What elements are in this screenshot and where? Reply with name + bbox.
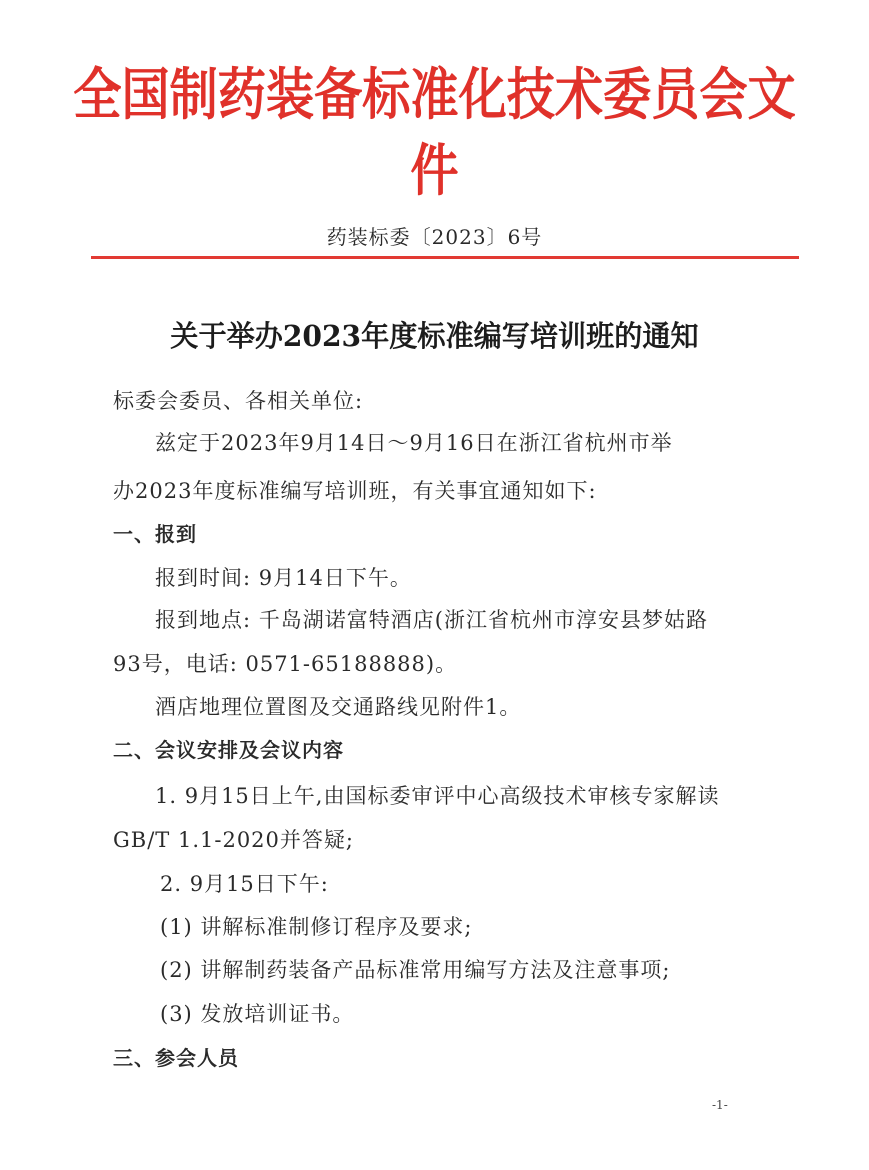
item-2-sub-1: (1) 讲解标准制修订程序及要求;: [160, 915, 473, 939]
section-1-heading: 一、报到: [113, 522, 197, 546]
section-3-heading: 三、参会人员: [113, 1046, 239, 1070]
checkin-time: 报到时间: 9月14日下午。: [155, 566, 412, 590]
item-1-line-1: 1. 9月15日上午,由国标委审评中心高级技术审核专家解读: [155, 784, 720, 808]
item-2-sub-2: (2) 讲解制药装备产品标准常用编写方法及注意事项;: [160, 958, 671, 982]
item-2: 2. 9月15日下午:: [160, 872, 329, 896]
intro-line-1: 兹定于2023年9月14日～9月16日在浙江省杭州市举: [155, 431, 673, 455]
checkin-place-line-1: 报到地点: 千岛湖诺富特酒店(浙江省杭州市淳安县梦姑路: [155, 608, 708, 632]
document-number: 药装标委〔2023〕6号: [326, 225, 543, 249]
item-1-line-2: GB/T 1.1-2020并答疑;: [113, 828, 354, 852]
item-2-sub-3: (3) 发放培训证书。: [160, 1002, 355, 1026]
checkin-place-line-2: 93号，电话: 0571-65188888)。: [113, 652, 458, 676]
page-number: -1-: [712, 1098, 728, 1112]
section-2-heading: 二、会议安排及会议内容: [113, 738, 344, 762]
masthead-title: 全国制药装备标准化技术委员会文件: [73, 63, 796, 204]
intro-line-2: 办2023年度标准编写培训班，有关事宜通知如下:: [113, 479, 597, 503]
salutation: 标委会委员、各相关单位:: [113, 389, 364, 413]
red-separator-rule: [91, 256, 799, 259]
map-note: 酒店地理位置图及交通路线见附件1。: [155, 695, 522, 719]
document-title: 关于举办2023年度标准编写培训班的通知: [170, 319, 699, 353]
